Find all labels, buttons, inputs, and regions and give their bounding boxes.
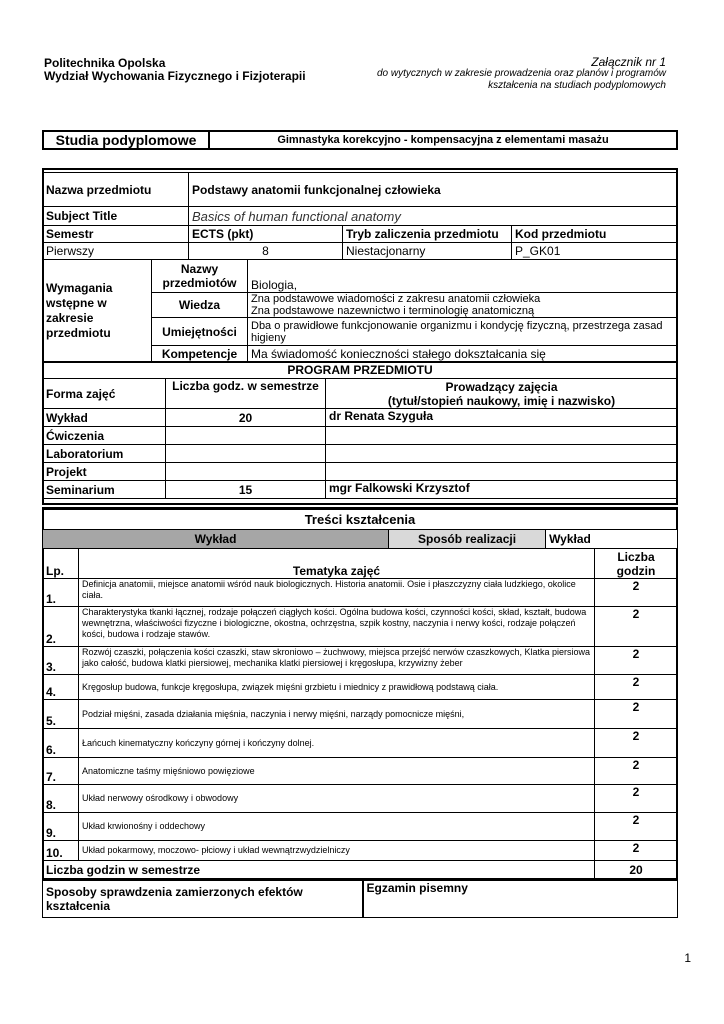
- requirements-table: [42, 259, 678, 363]
- topic-text: Definicja anatomii, miejsce anatomii wśród nauk biologicznych. Historia anatomii. Osie i płaszczyzny ciała ludzkiego, okolice ciała.: [79, 579, 595, 607]
- topic-text: Układ pokarmowy, moczowo- płciowy i układ wewnątrzwydzielniczy: [79, 841, 595, 861]
- topic-lp: 8.: [43, 785, 79, 813]
- knowledge-label: Wiedza: [152, 293, 248, 318]
- topic-lp: 3.: [43, 647, 79, 675]
- program-row-lecturer: dr Renata Szyguła: [326, 409, 678, 427]
- form-label: Forma zajęć: [43, 379, 166, 409]
- page-number: 1: [684, 951, 691, 965]
- total-hours-label: Liczba godzin w semestrze: [43, 861, 595, 879]
- university-name: Politechnika Opolska: [44, 56, 166, 70]
- topic-text: Charakterystyka tkanki łącznej, rodzaje połączeń ciągłych kości. Ogólna budowa kości, czynności kości, skład, kształt, budowa wewnętrzna, właściwości fizyczne i biologiczne, okostna, ochrzęstna, szpik kostny, naczynia i nerwy kości, rodzaje połączeń kości, budowa i rodzaje stawów.: [79, 607, 595, 647]
- topic-lp: 2.: [43, 607, 79, 647]
- verification-label-line-1: Sposoby sprawdzenia zamierzonych efektów: [46, 885, 303, 899]
- program-row-lecturer: mgr Falkowski Krzysztof: [326, 481, 678, 499]
- faculty-name: Wydział Wychowania Fizycznego i Fizjoterapii: [44, 69, 306, 83]
- topic-hours: 2: [595, 813, 678, 841]
- topic-hours: 2: [595, 758, 678, 785]
- skills-label: Umiejętności: [152, 318, 248, 346]
- method-label: Sposób realizacji: [389, 530, 546, 549]
- verification-label: [43, 881, 363, 918]
- code-value: P_GK01: [512, 243, 678, 260]
- topic-text: Kręgosłup budowa, funkcje kręgosłupa, związek mięśni grzbietu i miednicy z prawidłową podstawą ciała.: [79, 675, 595, 700]
- topic-hours: 2: [595, 675, 678, 700]
- topic-hours: 2: [595, 841, 678, 861]
- lp-label: Lp.: [43, 549, 79, 579]
- program-row-form: Ćwiczenia: [43, 427, 166, 445]
- program-row-lecturer: [326, 445, 678, 463]
- skills-value: Dba o prawidłowe funkcjonowanie organizmu i kondycję fizyczną, przestrzega zasad higieny: [248, 318, 678, 346]
- requirements-label-line-2: wstępne w: [46, 296, 107, 310]
- topics-table: [42, 548, 678, 879]
- program-row-hours: 15: [166, 481, 326, 499]
- lecturer-label-line-2: (tytuł/stopień naukowy, imię i nazwisko): [387, 393, 616, 408]
- semester-value: Pierwszy: [43, 243, 189, 260]
- course-name-label: Nazwa przedmiotu: [43, 173, 189, 207]
- topic-lp: 7.: [43, 758, 79, 785]
- topic-lp: 5.: [43, 700, 79, 729]
- topic-text: Łańcuch kinematyczny kończyny górnej i kończyny dolnej.: [79, 729, 595, 758]
- program-row-hours: 20: [166, 409, 326, 427]
- hours-column-label-line-2: godzin: [616, 563, 656, 578]
- subjects-label: [152, 260, 248, 293]
- topic-label: Tematyka zajęć: [79, 549, 595, 579]
- topic-text: Układ krwionośny i oddechowy: [79, 813, 595, 841]
- verification-value: Egzamin pisemny: [363, 881, 678, 918]
- program-title: PROGRAM PRZEDMIOTU: [43, 362, 678, 379]
- program-row-form: Laboratorium: [43, 445, 166, 463]
- code-label: Kod przedmiotu: [512, 226, 678, 243]
- ects-label: ECTS (pkt): [189, 226, 343, 243]
- program-row-form: Seminarium: [43, 481, 166, 499]
- verification-label-line-2: kształcenia: [46, 899, 111, 913]
- program-row-form: Wykład: [43, 409, 166, 427]
- mode-label: Tryb zaliczenia przedmiotu: [343, 226, 512, 243]
- verification-table: [42, 880, 678, 918]
- method-value: Wykład: [546, 530, 678, 549]
- topic-hours: 2: [595, 729, 678, 758]
- topic-text: Układ nerwowy ośrodkowy i obwodowy: [79, 785, 595, 813]
- content-table: [42, 509, 678, 549]
- annex-line-1: do wytycznych w zakresie prowadzenia oraz planów i programów: [376, 68, 666, 79]
- course-info-table: [42, 172, 678, 260]
- subjects-label-line-1: Nazwy: [180, 262, 219, 276]
- program-table: [42, 361, 678, 499]
- mode-value: Niestacjonarny: [343, 243, 512, 260]
- program-row-lecturer: [326, 463, 678, 481]
- program-row-hours: [166, 463, 326, 481]
- topic-text: Anatomiczne taśmy mięśniowo powięziowe: [79, 758, 595, 785]
- topic-lp: 6.: [43, 729, 79, 758]
- subjects-label-line-2: przedmiotów: [162, 276, 237, 290]
- subject-title-value: Basics of human functional anatomy: [189, 207, 678, 226]
- hours-column-label: [595, 549, 678, 579]
- content-form: Wykład: [43, 530, 389, 549]
- hours-column-label-line-1: Liczba: [617, 549, 655, 564]
- competence-value: Ma świadomość konieczności stałego dokształcania się: [248, 346, 678, 363]
- lecturer-label-line-1: Prowadzący zajęcia: [445, 379, 558, 394]
- subject-title-label: Subject Title: [43, 207, 189, 226]
- lecturer-label: [326, 379, 678, 409]
- subjects-value: Biologia,: [248, 260, 678, 293]
- requirements-label: [43, 260, 152, 363]
- topic-hours: 2: [595, 785, 678, 813]
- study-name: Gimnastyka korekcyjno - kompensacyjna z elementami masażu: [209, 131, 677, 149]
- course-name-value: Podstawy anatomii funkcjonalnej człowieka: [189, 173, 678, 207]
- topic-lp: 10.: [43, 841, 79, 861]
- annex-title: Załącznik nr 1: [591, 55, 666, 69]
- requirements-label-line-1: Wymagania: [46, 281, 113, 295]
- topic-hours: 2: [595, 700, 678, 729]
- annex-line-2: kształcenia na studiach podyplomowych: [488, 80, 666, 91]
- requirements-label-line-3: zakresie: [46, 311, 94, 325]
- program-row-hours: [166, 445, 326, 463]
- content-title: Treści kształcenia: [43, 510, 678, 530]
- competence-label: Kompetencje: [152, 346, 248, 363]
- topic-text: Rozwój czaszki, połączenia kości czaszki, staw skroniowo – żuchwowy, miejsca przejść nerwów czaszkowych, Klatka piersiowa jako całość, budowa klatki piersiowej, mechanika klatki piersiowej i kręgosłupa, krzywizny żeber: [79, 647, 595, 675]
- study-label: Studia podyplomowe: [43, 131, 209, 149]
- knowledge-line-2: Zna podstawowe nazewnictwo i terminologię anatomiczną: [251, 305, 535, 317]
- topic-text: Podział mięśni, zasada działania mięśnia, naczynia i nerwy mięśni, narządy pomocnicze mięśni,: [79, 700, 595, 729]
- knowledge-line-1: Zna podstawowe wiadomości z zakresu anatomii człowieka: [251, 293, 541, 305]
- program-row-hours: [166, 427, 326, 445]
- topic-hours: 2: [595, 607, 678, 647]
- total-hours-value: 20: [595, 861, 678, 879]
- hours-label: Liczba godz. w semestrze: [166, 379, 326, 409]
- semester-label: Semestr: [43, 226, 189, 243]
- program-row-lecturer: [326, 427, 678, 445]
- topic-lp: 4.: [43, 675, 79, 700]
- topic-hours: 2: [595, 579, 678, 607]
- topic-lp: 9.: [43, 813, 79, 841]
- knowledge-value: [248, 293, 678, 318]
- ects-value: 8: [189, 243, 343, 260]
- study-box: [42, 130, 678, 150]
- requirements-label-line-4: przedmiotu: [46, 326, 111, 340]
- program-row-form: Projekt: [43, 463, 166, 481]
- topic-hours: 2: [595, 647, 678, 675]
- topic-lp: 1.: [43, 579, 79, 607]
